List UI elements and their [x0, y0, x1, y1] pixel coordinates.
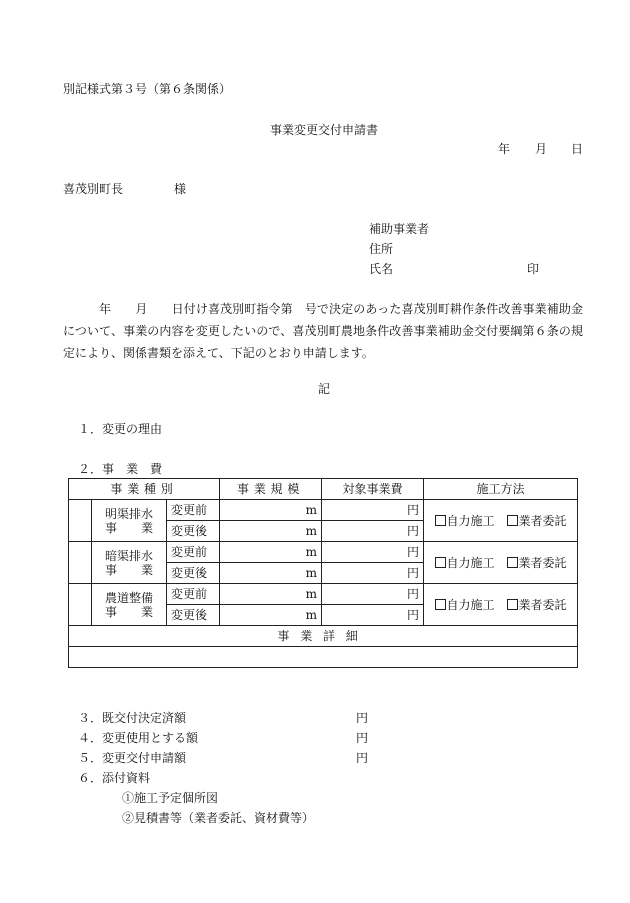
addressee-honorific: 様 — [174, 182, 187, 196]
form-number: 別記様式第３号（第６条関係） — [63, 82, 232, 96]
item-6-attachments: ６．添付資料 — [78, 771, 151, 785]
project-type-cell: 暗渠排水 事 業 — [92, 542, 167, 584]
table-row — [69, 542, 578, 563]
construction-method-cell: 自力施工 業者委託 — [424, 584, 578, 626]
before-change-label: 変更前 — [167, 542, 220, 563]
date-year-label: 年 — [498, 142, 511, 156]
header-project-scale: 事業規模 — [220, 479, 322, 500]
attachment-estimates: ②見積書等（業者委託、資材費等） — [122, 811, 315, 825]
ki-heading: 記 — [318, 382, 331, 396]
row-spacer — [69, 584, 92, 626]
application-statement — [63, 298, 583, 364]
construction-method-cell: 自力施工 業者委託 — [424, 542, 578, 584]
seal-mark: 印 — [527, 262, 540, 276]
statement-year: 年 — [99, 302, 112, 316]
contractor-checkbox[interactable] — [507, 557, 518, 568]
scale-before-field[interactable]: m — [220, 500, 322, 521]
before-change-label: 変更前 — [167, 584, 220, 605]
item-1-change-reason: １．変更の理由 — [78, 422, 163, 436]
item-3-yen-unit: 円 — [356, 711, 369, 725]
item-2-project-cost: ２．事 業 費 — [78, 462, 163, 476]
table-row — [69, 584, 578, 605]
self-construction-checkbox[interactable] — [435, 557, 446, 568]
project-detail-field[interactable] — [69, 647, 578, 668]
scale-before-field[interactable]: m — [220, 584, 322, 605]
cost-after-field[interactable]: 円 — [322, 521, 424, 542]
after-change-label: 変更後 — [167, 605, 220, 626]
addressee-name: 喜茂別町長 — [63, 182, 124, 196]
detail-body-row — [69, 647, 578, 668]
cost-before-field[interactable]: 円 — [322, 542, 424, 563]
before-change-label: 変更前 — [167, 500, 220, 521]
cost-after-field[interactable]: 円 — [322, 563, 424, 584]
self-construction-checkbox[interactable] — [435, 599, 446, 610]
header-construction-method: 施工方法 — [424, 479, 578, 500]
project-detail-header: 事業詳細 — [69, 626, 578, 647]
cost-before-field[interactable]: 円 — [322, 500, 424, 521]
scale-after-field[interactable]: m — [220, 605, 322, 626]
table-row — [69, 500, 578, 521]
scale-after-field[interactable]: m — [220, 563, 322, 584]
cost-before-field[interactable]: 円 — [322, 584, 424, 605]
item-4-change-use-amount: ４．変更使用とする額 — [78, 731, 199, 745]
item-5-change-request-amount: ５．変更交付申請額 — [78, 751, 187, 765]
date-day-label: 日 — [571, 142, 584, 156]
document-title: 事業変更交付申請書 — [270, 123, 379, 137]
item-3-already-decided-amount: ３．既交付決定済額 — [78, 711, 187, 725]
project-cost-table — [68, 478, 578, 668]
self-construction-checkbox[interactable] — [435, 515, 446, 526]
header-target-cost: 対象事業費 — [322, 479, 424, 500]
statement-month: 月 — [135, 302, 148, 316]
project-type-cell: 農道整備 事 業 — [92, 584, 167, 626]
item-4-yen-unit: 円 — [356, 731, 369, 745]
applicant-label: 補助事業者 — [369, 222, 430, 236]
row-spacer — [69, 500, 92, 542]
after-change-label: 変更後 — [167, 521, 220, 542]
item-5-yen-unit: 円 — [356, 751, 369, 765]
date-month-label: 月 — [535, 142, 548, 156]
contractor-checkbox[interactable] — [507, 599, 518, 610]
applicant-address-label: 住所 — [369, 242, 394, 256]
construction-method-cell: 自力施工 業者委託 — [424, 500, 578, 542]
statement-text: 日付け喜茂別町指令第 号で決定のあった喜茂別町耕作条件改善事業補助金について、事業の内容を変更したいので、喜茂別町農地条件改善事業補助金交付要綱第６条の規定により、関係書類を添えて、下記のとおり申請します。 — [63, 302, 583, 360]
applicant-name-label: 氏名 — [369, 262, 394, 276]
contractor-checkbox[interactable] — [507, 515, 518, 526]
table-header-row — [69, 479, 578, 500]
scale-before-field[interactable]: m — [220, 542, 322, 563]
after-change-label: 変更後 — [167, 563, 220, 584]
project-type-cell: 明渠排水 事 業 — [92, 500, 167, 542]
scale-after-field[interactable]: m — [220, 521, 322, 542]
attachment-site-map: ①施工予定個所図 — [122, 791, 219, 805]
row-spacer — [69, 542, 92, 584]
detail-header-row — [69, 626, 578, 647]
header-project-type: 事業種別 — [69, 479, 220, 500]
cost-after-field[interactable]: 円 — [322, 605, 424, 626]
